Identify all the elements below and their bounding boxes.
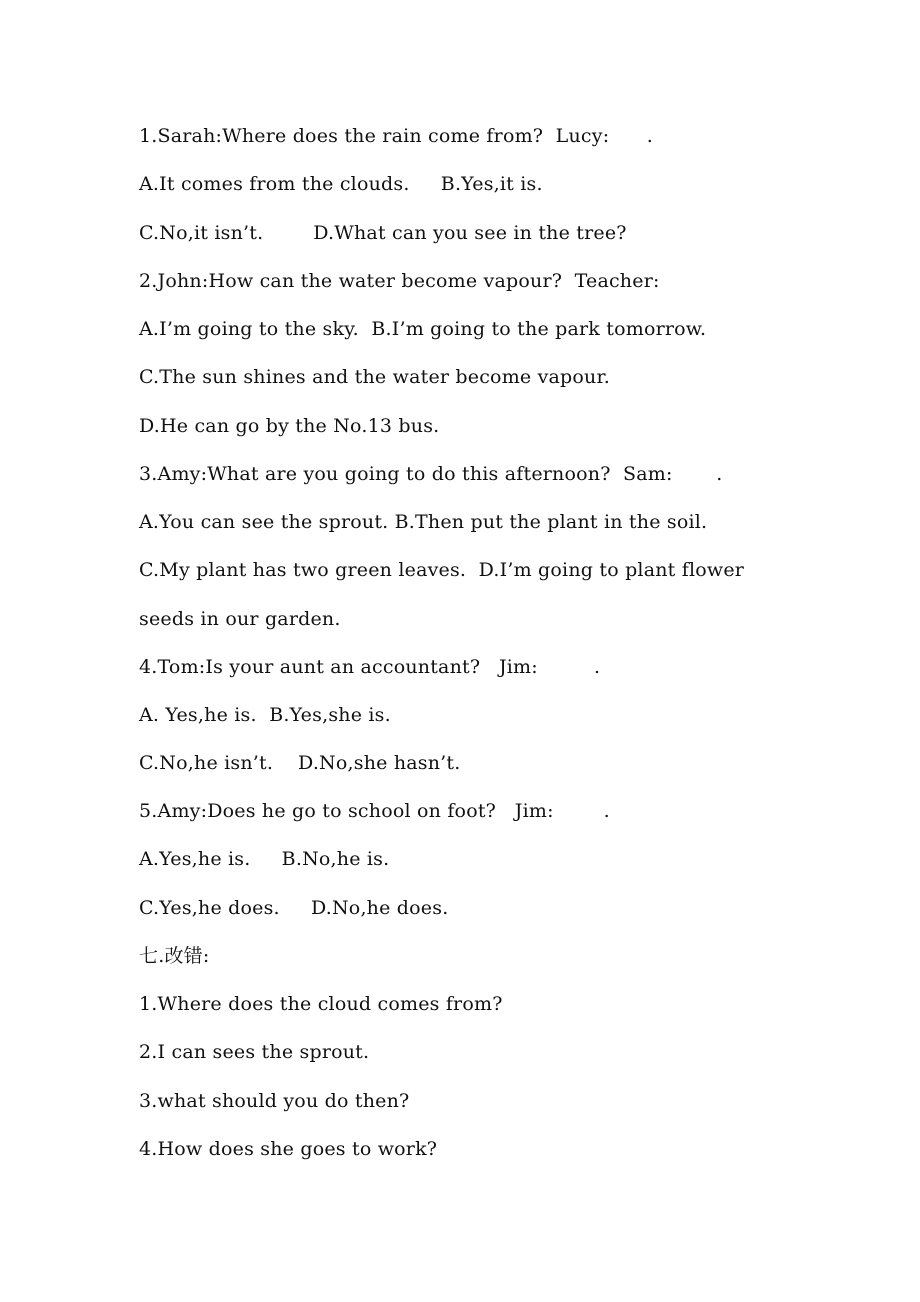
question-2-option-c: C.The sun shines and the water become vapour.	[139, 366, 610, 388]
question-4-prompt: 4.Tom:Is your aunt an accountant? Jim: .	[139, 656, 601, 678]
question-4-options-ab: A. Yes,he is. B.Yes,she is.	[139, 704, 391, 726]
question-2-option-d: D.He can go by the No.13 bus.	[139, 415, 440, 437]
section-heading: 七.改错:	[139, 945, 210, 967]
question-1-options-ab: A.It comes from the clouds. B.Yes,it is.	[139, 173, 543, 195]
question-3-options-cd: C.My plant has two green leaves. D.I’m going to plant flower	[139, 559, 745, 581]
question-4-options-cd: C.No,he isn’t. D.No,she hasn’t.	[139, 752, 461, 774]
question-2-prompt: 2.John:How can the water become vapour? Teacher:	[139, 270, 660, 292]
correction-3: 3.what should you do then?	[139, 1090, 410, 1112]
question-5-options-ab: A.Yes,he is. B.No,he is.	[139, 848, 390, 870]
question-3-options-ab: A.You can see the sprout. B.Then put the plant in the soil.	[139, 511, 708, 533]
question-3-prompt: 3.Amy:What are you going to do this afternoon? Sam: .	[139, 463, 723, 485]
question-3-option-d-continued: seeds in our garden.	[139, 608, 341, 630]
question-1-options-cd: C.No,it isn’t. D.What can you see in the tree?	[139, 222, 627, 244]
question-2-options-ab: A.I’m going to the sky. B.I’m going to the park tomorrow.	[139, 318, 707, 340]
correction-4: 4.How does she goes to work?	[139, 1138, 438, 1160]
question-5-prompt: 5.Amy:Does he go to school on foot? Jim: .	[139, 800, 610, 822]
question-5-options-cd: C.Yes,he does. D.No,he does.	[139, 897, 449, 919]
correction-2: 2.I can sees the sprout.	[139, 1041, 370, 1063]
correction-1: 1.Where does the cloud comes from?	[139, 993, 503, 1015]
question-1-prompt: 1.Sarah:Where does the rain come from? Lucy: .	[139, 125, 653, 147]
